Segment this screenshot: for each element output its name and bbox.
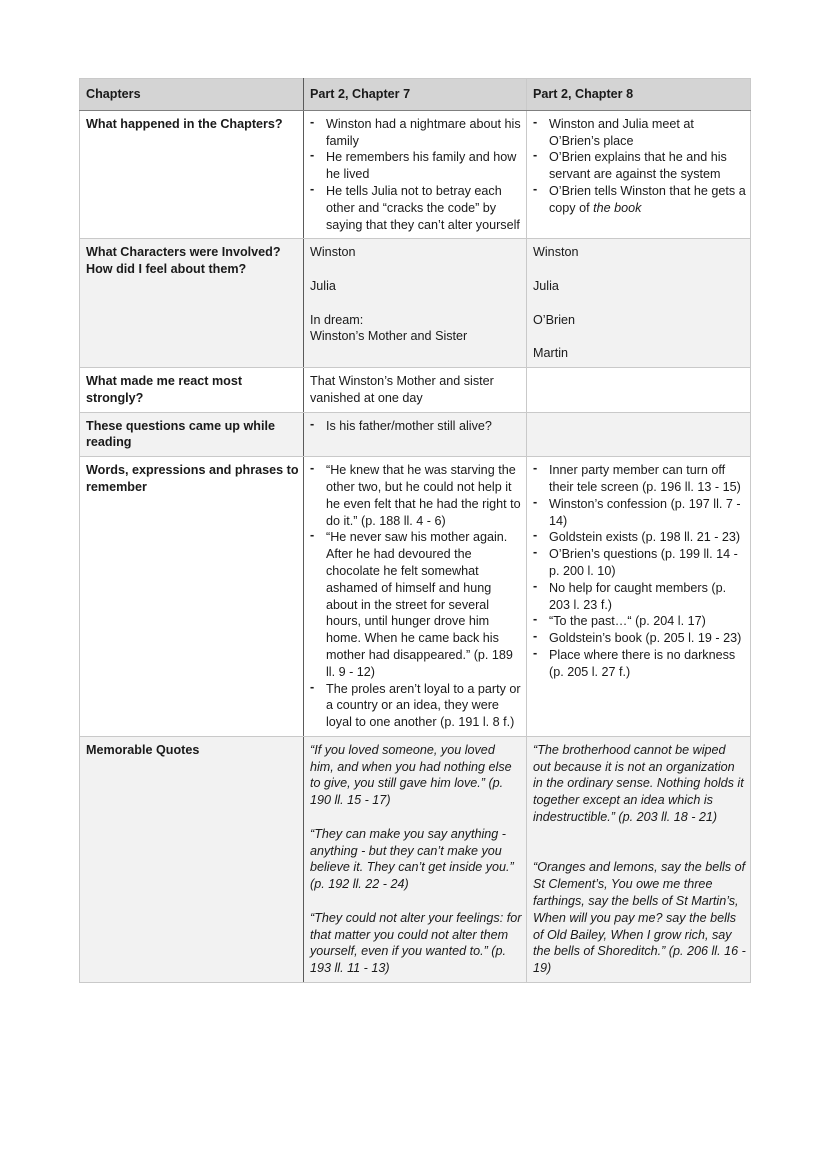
character-name: Julia: [310, 278, 336, 293]
cell-react-ch7: That Winston’s Mother and sister vanished at one day: [304, 367, 527, 412]
quote-text: “If you loved someone, you loved him, and when you had nothing else to give, you still gave him love.” (p. 190 ll. 15 - 17): [310, 742, 512, 808]
list-item: - Is his father/mother still alive?: [310, 418, 522, 435]
quote-text: “The brotherhood cannot be wiped out because it is not an organization in the ordinary sense. Nothing holds it together except an idea which is indestructible.” (p. 203 ll. 18 - 21): [533, 742, 744, 825]
bullet-list: [310, 116, 522, 234]
row-label-characters: What Characters were Involved? How did I feel about them?: [80, 239, 304, 368]
cell-quotes-ch8: [527, 736, 751, 982]
cell-words-ch8: [527, 457, 751, 737]
book-title-italic: the book: [593, 200, 642, 215]
table-header-row: [80, 79, 751, 111]
character-name: O’Brien: [533, 312, 575, 327]
header-chapters: Chapters: [80, 79, 304, 111]
header-part2-ch8: Part 2, Chapter 8: [527, 79, 751, 111]
list-item: - O’Brien’s questions (p. 199 ll. 14 - p. 200 l. 10): [533, 546, 746, 580]
list-item: - The proles aren’t loyal to a party or a country or an idea, they were loyal to one another (p. 191 l. 8 f.): [310, 681, 522, 731]
character-name: Winston’s Mother and Sister: [310, 329, 468, 344]
list-item: - “He never saw his mother again. After he had devoured the chocolate he felt somewhat ashamed of himself and hung about in the street for several hours, until hunger drove him home. When he came back his mother had disappeared.” (p. 189 ll. 9 - 12): [310, 529, 522, 680]
list-item: - O’Brien explains that he and his servant are against the system: [533, 149, 746, 183]
list-item: [533, 183, 746, 217]
list-item: - He tells Julia not to betray each other and “cracks the code” by saying that they can’t alter yourself: [310, 183, 522, 233]
list-item: - Goldstein exists (p. 198 ll. 21 - 23): [533, 529, 746, 546]
cell-characters-ch8: [527, 239, 751, 368]
row-label-react: What made me react most strongly?: [80, 367, 304, 412]
cell-happened-ch7: [304, 110, 527, 239]
list-item: - Inner party member can turn off their tele screen (p. 196 ll. 13 - 15): [533, 462, 746, 496]
quote-text: “Oranges and lemons, say the bells of St Clement’s, You owe me three farthings, say the bells of St Martin’s, When will you pay me? say the bells of Old Bailey, When I grow rich, say the bells of Shoreditch.” (p. 206 ll. 16 - 19): [533, 860, 746, 976]
list-item: - Place where there is no darkness (p. 205 l. 27 f.): [533, 647, 746, 681]
character-name: Julia: [533, 278, 559, 293]
cell-questions-ch8: [527, 412, 751, 457]
cell-quotes-ch7: [304, 736, 527, 982]
chapter-notes-table: [79, 78, 751, 983]
bullet-list: [533, 116, 746, 217]
list-item: - Winston had a nightmare about his family: [310, 116, 522, 150]
quote-text: “They can make you say anything - anything - but they can’t make you believe it. They can’t get inside you.” (p. 192 ll. 22 - 24): [310, 826, 514, 892]
cell-characters-ch7: [304, 239, 527, 368]
header-part2-ch7: Part 2, Chapter 7: [304, 79, 527, 111]
cell-react-ch8: [527, 367, 751, 412]
dream-label: In dream:: [310, 312, 364, 327]
bullet-list: [310, 462, 522, 731]
list-item: - “He knew that he was starving the other two, but he could not help it he even felt that he had the right to do it.” (p. 188 ll. 4 - 6): [310, 462, 522, 529]
list-item: - No help for caught members (p. 203 l. 23 f.): [533, 580, 746, 614]
table-row: [80, 412, 751, 457]
table-row: [80, 457, 751, 737]
list-item: - He remembers his family and how he lived: [310, 149, 522, 183]
row-label-happened: What happened in the Chapters?: [80, 110, 304, 239]
cell-happened-ch8: [527, 110, 751, 239]
character-name: Winston: [310, 245, 356, 260]
list-item: - Goldstein’s book (p. 205 l. 19 - 23): [533, 630, 746, 647]
row-label-questions: These questions came up while reading: [80, 412, 304, 457]
quote-text: “They could not alter your feelings: for that matter you could not alter them yourself, even if you wanted to.” (p. 193 ll. 11 - 13): [310, 910, 522, 976]
bullet-list: [533, 462, 746, 680]
row-label-words: Words, expressions and phrases to remember: [80, 457, 304, 737]
cell-words-ch7: [304, 457, 527, 737]
list-item: - “To the past…“ (p. 204 l. 17): [533, 613, 746, 630]
table-row: [80, 736, 751, 982]
list-item-text: O’Brien tells Winston that he gets a copy of: [549, 183, 746, 215]
character-name: Martin: [533, 346, 568, 361]
table-row: [80, 239, 751, 368]
row-label-quotes: Memorable Quotes: [80, 736, 304, 982]
cell-questions-ch7: [304, 412, 527, 457]
list-item: - Winston and Julia meet at O’Brien’s place: [533, 116, 746, 150]
list-item: - Winston’s confession (p. 197 ll. 7 - 14): [533, 496, 746, 530]
character-name: Winston: [533, 245, 579, 260]
table-row: [80, 367, 751, 412]
bullet-list: [310, 418, 522, 435]
table-row: [80, 110, 751, 239]
